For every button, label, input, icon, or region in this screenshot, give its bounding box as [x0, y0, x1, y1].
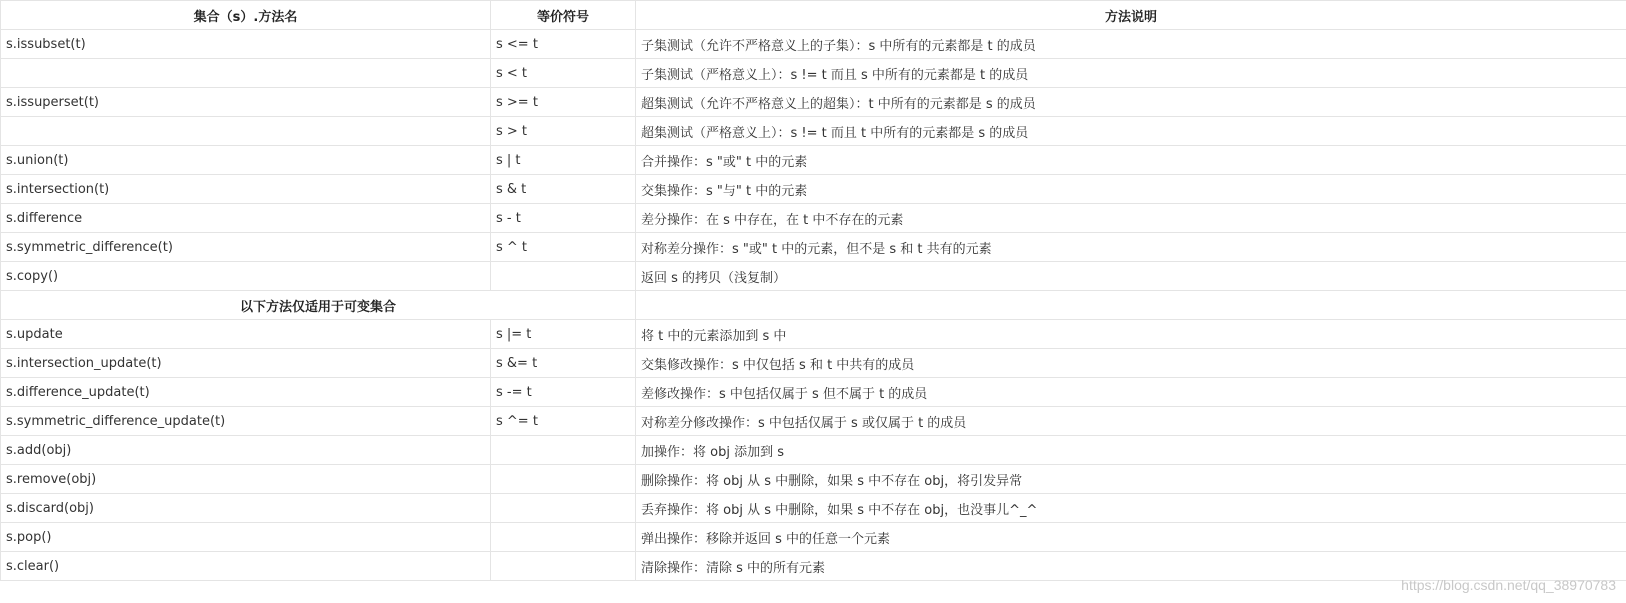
method-cell: s.clear()	[1, 552, 491, 581]
table-row	[1, 233, 1626, 262]
header-row	[1, 1, 1626, 30]
description-cell: 清除操作：清除 s 中的所有元素	[636, 552, 1626, 581]
method-cell: s.remove(obj)	[1, 465, 491, 494]
description-cell: 弹出操作：移除并返回 s 中的任意一个元素	[636, 523, 1626, 552]
symbol-cell: s &= t	[491, 349, 636, 378]
method-cell	[1, 117, 491, 146]
description-cell: 将 t 中的元素添加到 s 中	[636, 320, 1626, 349]
section-row	[1, 291, 1626, 320]
symbol-cell: s | t	[491, 146, 636, 175]
method-cell: s.add(obj)	[1, 436, 491, 465]
symbol-cell: s |= t	[491, 320, 636, 349]
method-cell: s.issubset(t)	[1, 30, 491, 59]
symbol-cell	[491, 552, 636, 581]
symbol-cell	[491, 523, 636, 552]
symbol-cell: s & t	[491, 175, 636, 204]
description-cell: 合并操作：s "或" t 中的元素	[636, 146, 1626, 175]
description-cell: 交集操作：s "与" t 中的元素	[636, 175, 1626, 204]
description-cell: 子集测试（允许不严格意义上的子集）：s 中所有的元素都是 t 的成员	[636, 30, 1626, 59]
method-cell: s.union(t)	[1, 146, 491, 175]
symbol-cell: s >= t	[491, 88, 636, 117]
header-description: 方法说明	[636, 1, 1626, 30]
symbol-cell: s -= t	[491, 378, 636, 407]
table-row	[1, 349, 1626, 378]
table-row	[1, 378, 1626, 407]
symbol-cell: s - t	[491, 204, 636, 233]
method-cell: s.symmetric_difference(t)	[1, 233, 491, 262]
table-row	[1, 146, 1626, 175]
table-row	[1, 204, 1626, 233]
symbol-cell	[491, 436, 636, 465]
method-cell: s.copy()	[1, 262, 491, 291]
description-cell: 返回 s 的拷贝（浅复制）	[636, 262, 1626, 291]
table-row	[1, 88, 1626, 117]
header-method: 集合（s）.方法名	[1, 1, 491, 30]
description-cell: 对称差分操作：s "或" t 中的元素，但不是 s 和 t 共有的元素	[636, 233, 1626, 262]
table-row	[1, 436, 1626, 465]
section-title: 以下方法仅适用于可变集合	[1, 291, 636, 320]
method-cell: s.issuperset(t)	[1, 88, 491, 117]
symbol-cell	[491, 465, 636, 494]
description-cell: 交集修改操作：s 中仅包括 s 和 t 中共有的成员	[636, 349, 1626, 378]
method-cell: s.difference	[1, 204, 491, 233]
method-cell: s.pop()	[1, 523, 491, 552]
table-row	[1, 320, 1626, 349]
table-row	[1, 175, 1626, 204]
header-symbol: 等价符号	[491, 1, 636, 30]
description-cell: 超集测试（允许不严格意义上的超集）：t 中所有的元素都是 s 的成员	[636, 88, 1626, 117]
description-cell: 丢弃操作：将 obj 从 s 中删除，如果 s 中不存在 obj，也没事儿^_^	[636, 494, 1626, 523]
method-cell: s.symmetric_difference_update(t)	[1, 407, 491, 436]
method-cell: s.intersection_update(t)	[1, 349, 491, 378]
symbol-cell: s ^ t	[491, 233, 636, 262]
symbol-cell	[491, 494, 636, 523]
method-cell: s.intersection(t)	[1, 175, 491, 204]
watermark: https://blog.csdn.net/qq_38970783	[1401, 577, 1616, 593]
method-cell	[1, 59, 491, 88]
table-row	[1, 407, 1626, 436]
description-cell: 子集测试（严格意义上）：s != t 而且 s 中所有的元素都是 t 的成员	[636, 59, 1626, 88]
description-cell: 删除操作：将 obj 从 s 中删除，如果 s 中不存在 obj，将引发异常	[636, 465, 1626, 494]
symbol-cell: s > t	[491, 117, 636, 146]
symbol-cell: s ^= t	[491, 407, 636, 436]
table-row	[1, 494, 1626, 523]
description-cell: 对称差分修改操作：s 中包括仅属于 s 或仅属于 t 的成员	[636, 407, 1626, 436]
symbol-cell: s <= t	[491, 30, 636, 59]
description-cell: 差修改操作：s 中包括仅属于 s 但不属于 t 的成员	[636, 378, 1626, 407]
table-row	[1, 117, 1626, 146]
description-cell: 超集测试（严格意义上）：s != t 而且 t 中所有的元素都是 s 的成员	[636, 117, 1626, 146]
table-row	[1, 523, 1626, 552]
symbol-cell	[491, 262, 636, 291]
table-row	[1, 465, 1626, 494]
description-cell: 加操作：将 obj 添加到 s	[636, 436, 1626, 465]
method-cell: s.difference_update(t)	[1, 378, 491, 407]
symbol-cell: s < t	[491, 59, 636, 88]
table-row	[1, 59, 1626, 88]
method-cell: s.discard(obj)	[1, 494, 491, 523]
table-row	[1, 30, 1626, 59]
method-cell: s.update	[1, 320, 491, 349]
section-empty-cell	[636, 291, 1626, 320]
table-row	[1, 552, 1626, 581]
description-cell: 差分操作：在 s 中存在，在 t 中不存在的元素	[636, 204, 1626, 233]
table-row	[1, 262, 1626, 291]
